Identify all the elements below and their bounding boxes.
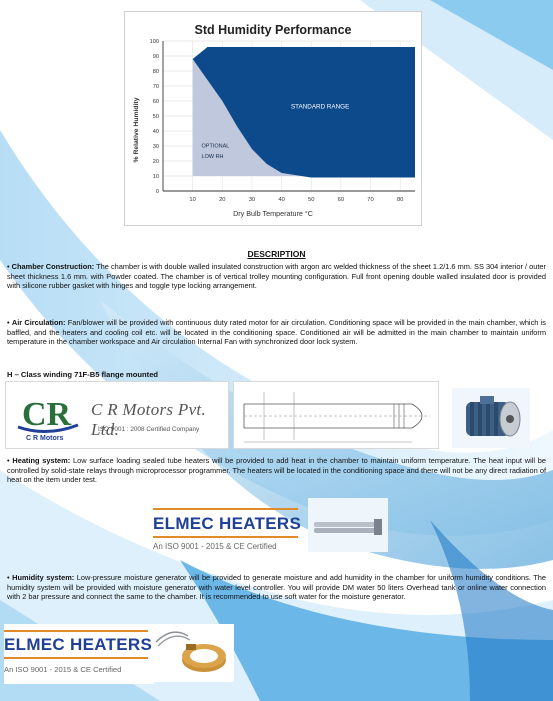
x-tick-label: 80	[396, 197, 404, 203]
cr-cert-text: ISO 9001 : 2008 Certified Company	[98, 426, 200, 433]
bullet: •	[7, 318, 10, 327]
orange-rule	[4, 657, 148, 659]
x-tick-label: 50	[308, 197, 315, 203]
humidity-system-label: Humidity system:	[12, 573, 75, 582]
motor-icon	[452, 388, 530, 448]
humidity-system-text: Low-pressure moisture generator will be provided to generate moisture and add humidity in the chamber for uniform humidity conditions. The humidity system will be provided with moisture generator with water level controller. You will provide DM water 50 liters Overhead tank or online water connection with 2 bar pressure and connect the same to the chamber. It is recommended to use soft water for the moisture generator.	[7, 573, 546, 601]
cr-mark-letters: CR	[22, 396, 72, 433]
x-tick-label: 10	[189, 197, 196, 203]
motor-photo	[452, 388, 530, 448]
motor-winding-line: H – Class winding 71F-B5 flange mounted	[7, 370, 159, 379]
air-circulation-paragraph	[7, 318, 546, 347]
annotation-optional: OPTIONAL	[201, 143, 230, 150]
chamber-construction-paragraph	[7, 262, 546, 291]
y-tick-label: 100	[149, 39, 159, 45]
band-heater-photo	[152, 624, 234, 682]
band-heater-icon	[152, 624, 234, 682]
elmec-heaters-logo-1	[153, 508, 303, 558]
orange-rule	[4, 630, 148, 632]
y-tick-label: 20	[152, 159, 159, 165]
chart-title: Std Humidity Performance	[194, 23, 352, 37]
cr-mark-sub: C R Motors	[26, 435, 64, 442]
x-tick-label: 60	[337, 197, 345, 203]
humidity-chart	[124, 11, 422, 226]
chamber-construction-text: The chamber is with double walled insulated construction with argon arc welded thickness of the sheet 1.2/1.6 mm. SS 304 interior / outer sheet thickness 1.6 mm. with Powder coated. The chamber is of vertical trolley mounting configuration. Full front opening double walled insulated door is provided with silicone rubber gasket with hinges and toggle type locking arrangement.	[7, 262, 546, 290]
heater-technical-drawing	[234, 382, 438, 448]
bullet: •	[7, 262, 10, 271]
orange-rule	[153, 508, 298, 510]
elmec-heaters-logo-2	[4, 624, 154, 684]
y-tick-label: 50	[152, 114, 159, 120]
cr-brand-name: C R Motors Pvt. Ltd.	[91, 400, 206, 439]
cr-motors-logo	[5, 381, 229, 449]
elmec-cert-1: An ISO 9001 - 2015 & CE Certified	[153, 542, 277, 551]
x-tick-label: 30	[248, 197, 256, 203]
x-tick-label: 40	[278, 197, 285, 203]
air-circulation-label: Air Circulation:	[11, 318, 66, 327]
y-tick-label: 80	[152, 69, 159, 75]
chamber-construction-label: Chamber Construction:	[11, 262, 95, 271]
y-tick-label: 0	[155, 189, 159, 195]
elmec-brand-1: ELMEC HEATERS	[153, 514, 302, 533]
humidity-chart-svg	[125, 12, 421, 225]
y-tick-label: 70	[152, 84, 159, 90]
tube-heater-photo	[308, 498, 388, 552]
x-tick-label: 70	[367, 197, 374, 203]
heating-system-text: Low surface loading sealed tube heaters will be provided to add heat in the chamber to maintain uniform temperature. The heat input will be controlled by solid-state relays through microprocessor programmer. The heaters will be located in the conditioning space and there will not be any direct radiation of heat on the item under test.	[7, 456, 546, 484]
x-tick-label: 20	[219, 197, 226, 203]
tube-heater-icon	[308, 498, 388, 552]
orange-rule	[153, 536, 298, 538]
bullet: •	[7, 456, 10, 465]
elmec-brand-2: ELMEC HEATERS	[4, 635, 153, 654]
annotation-low-rh: LOW RH	[201, 154, 224, 160]
bullet: •	[7, 573, 10, 582]
air-circulation-text: Fan/blower will be provided with continuous duty rated motor for air circulation. Conditioning space will be provided in the main chamber, which is baffled, and the heaters and cooling coil etc. will be located in the conditioning space. Conditioned air will be admitted in the main chamber to maintain uniform temperature in the chamber workspace and Air circulation Internal Fan with synchronized door lock system.	[7, 318, 546, 346]
elmec-cert-2: An ISO 9001 - 2015 & CE Certified	[4, 665, 122, 674]
y-tick-label: 40	[152, 129, 159, 135]
heating-system-label: Heating system:	[12, 456, 71, 465]
chart-xlabel: Dry Bulb Temperature °C	[233, 209, 313, 218]
heating-system-paragraph	[7, 456, 546, 485]
heater-drawing	[233, 381, 439, 449]
y-tick-label: 90	[152, 54, 159, 60]
y-tick-label: 10	[152, 174, 159, 180]
annotation-standard-range: STANDARD RANGE	[290, 103, 350, 111]
humidity-system-paragraph	[7, 573, 546, 602]
description-heading: DESCRIPTION	[247, 249, 306, 259]
y-tick-label: 60	[152, 99, 159, 105]
cr-motors-mark	[12, 385, 82, 447]
chart-ylabel: % Relative Humidity	[133, 97, 140, 163]
y-tick-label: 30	[152, 144, 159, 150]
